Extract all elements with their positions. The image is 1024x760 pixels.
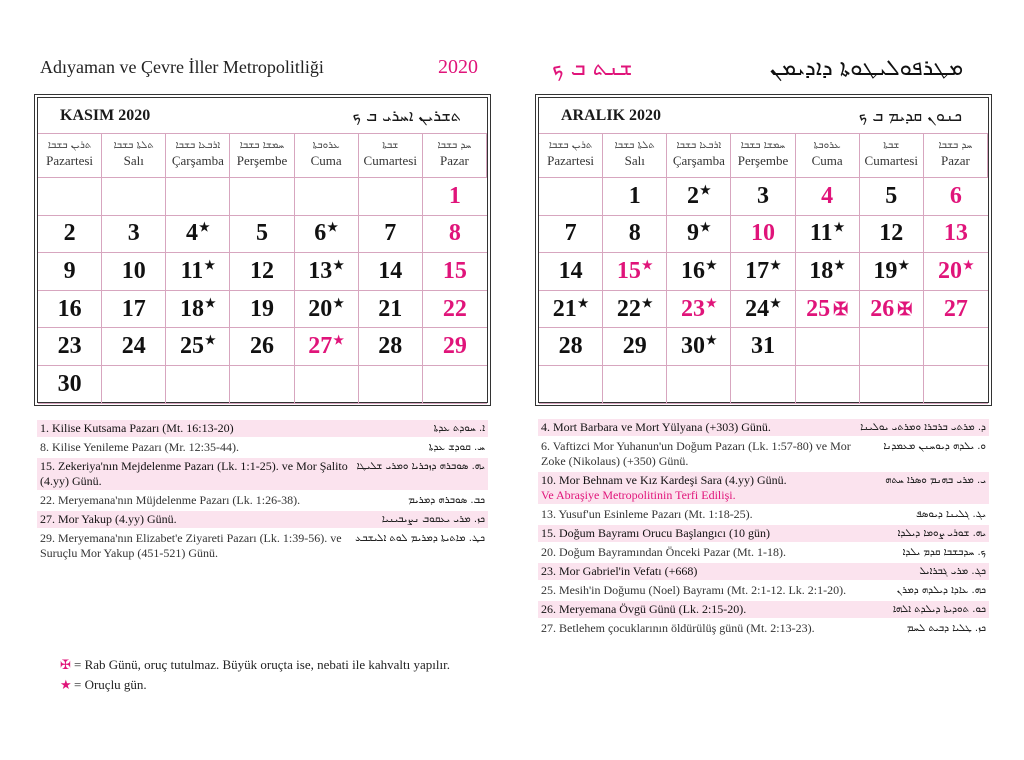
- event-syriac-text: ܝ. ܡܪܝ ܒܗܢܡ ܘܣܪܐ ܚܬܗ: [885, 475, 986, 486]
- weekday-label: Cumartesi: [864, 153, 918, 168]
- header-syriac-year: ܫܢܬ ܒ ܟ: [552, 56, 633, 81]
- empty-cell: [38, 178, 102, 216]
- event-text: 4. Mort Barbara ve Mort Yülyana (+303) Günü.: [541, 420, 771, 434]
- weekday-label: Çarşamba: [171, 153, 224, 168]
- day-cell[interactable]: [924, 216, 988, 254]
- day-cell[interactable]: [731, 291, 795, 329]
- day-number: 20: [938, 257, 963, 284]
- empty-cell: [860, 366, 924, 404]
- calendar-grid: [38, 134, 487, 404]
- day-cell[interactable]: [359, 291, 423, 329]
- day-cell[interactable]: [102, 328, 166, 366]
- day-cell[interactable]: [667, 253, 731, 291]
- day-number: 14: [558, 257, 583, 284]
- event-row: [538, 438, 989, 470]
- day-number: 25: [806, 295, 831, 322]
- weekday-header: [603, 134, 667, 178]
- day-cell[interactable]: [423, 178, 487, 216]
- day-cell[interactable]: [667, 178, 731, 216]
- events-list-kasim: [37, 420, 488, 564]
- calendar-grid: [539, 134, 988, 404]
- weekday-syriac: ܚܕ ܒܫܒܐ: [437, 140, 472, 151]
- day-cell[interactable]: [230, 216, 294, 254]
- day-number: 17: [121, 295, 146, 322]
- header-year: 2020: [438, 56, 478, 78]
- day-cell[interactable]: [603, 253, 667, 291]
- empty-cell: [731, 366, 795, 404]
- star-icon: ★: [770, 295, 781, 310]
- day-cell[interactable]: [38, 366, 102, 404]
- day-number: 30: [57, 370, 82, 397]
- weekday-header: [230, 134, 294, 178]
- event-row: [538, 582, 989, 599]
- day-number: 10: [121, 257, 146, 284]
- day-cell[interactable]: [295, 328, 359, 366]
- empty-cell: [295, 366, 359, 404]
- day-number: 13: [308, 257, 333, 284]
- event-text: 25. Mesih'in Doğumu (Noel) Bayramı (Mt. 2:1-12. Lk. 2:1-20).: [541, 583, 847, 597]
- day-cell[interactable]: [295, 216, 359, 254]
- day-number: 19: [873, 257, 898, 284]
- event-syriac-text: ܐ. ܚܘܕܬ ܥܕܬܐ: [433, 423, 485, 434]
- legend-star: [60, 675, 450, 695]
- day-number: 4: [821, 182, 834, 209]
- weekday-syriac: ܥܪܘܒܬܐ: [312, 140, 340, 151]
- event-row: [538, 419, 989, 436]
- weekday-syriac: ܫܒܬܐ: [883, 140, 900, 151]
- day-cell[interactable]: [796, 216, 860, 254]
- day-cell[interactable]: [667, 216, 731, 254]
- day-cell[interactable]: [359, 253, 423, 291]
- day-number: 23: [680, 295, 705, 322]
- day-number: 24: [121, 333, 146, 360]
- day-cell[interactable]: [603, 216, 667, 254]
- day-cell[interactable]: [166, 291, 230, 329]
- day-number: 11: [809, 220, 833, 247]
- day-number: 25: [179, 333, 204, 360]
- day-cell[interactable]: [359, 328, 423, 366]
- day-cell[interactable]: [166, 216, 230, 254]
- day-cell[interactable]: [166, 328, 230, 366]
- weekday-header: [423, 134, 487, 178]
- event-row: [538, 506, 989, 523]
- star-icon: ★: [327, 220, 339, 235]
- day-cell[interactable]: [924, 291, 988, 329]
- star-icon: ★: [198, 220, 210, 235]
- legend-cross: [60, 655, 450, 675]
- weekday-label: Salı: [624, 153, 645, 168]
- weekday-header: [539, 134, 603, 178]
- event-syriac-text: ܕ. ܡܪܬܝ ܒܪܒܪܐ ܘܡܪܬܝ ܝܘܠܝܢܐ: [860, 422, 986, 433]
- day-number: 22: [616, 295, 641, 322]
- star-icon: ★: [963, 257, 974, 272]
- star-icon: ★: [204, 257, 216, 272]
- month-title: ARALIK 2020: [561, 106, 662, 124]
- event-text: 29. Meryemana'nın Elizabet'e Ziyareti Pazarı (Lk. 1:39-56). ve Suruçlu Mor Yakup (451-521) Günü.: [40, 531, 342, 560]
- empty-cell: [102, 178, 166, 216]
- day-number: 7: [384, 220, 397, 247]
- day-number: 21: [378, 295, 403, 322]
- empty-cell: [539, 366, 603, 404]
- day-cell[interactable]: [539, 216, 603, 254]
- day-cell[interactable]: [230, 253, 294, 291]
- day-cell[interactable]: [230, 328, 294, 366]
- day-number: 3: [756, 182, 769, 209]
- event-row: [37, 420, 488, 437]
- weekday-syriac: ܬܪܝܢ ܒܫܒܐ: [47, 140, 92, 151]
- weekday-label: Pazartesi: [46, 153, 94, 168]
- day-cell[interactable]: [423, 216, 487, 254]
- month-title: KASIM 2020: [60, 106, 151, 124]
- star-icon: ★: [834, 257, 846, 272]
- empty-cell: [359, 178, 423, 216]
- event-syriac-text: ܘ. ܝܠܕܗ ܕܝܘܚܢܢ ܡܥܡܕܢܐ: [883, 441, 986, 452]
- event-row: [538, 525, 989, 542]
- day-cell[interactable]: [860, 253, 924, 291]
- weekday-header: [38, 134, 102, 178]
- day-cell[interactable]: [796, 291, 860, 329]
- calendar-kasim: [37, 97, 488, 403]
- day-number: 8: [628, 220, 641, 247]
- event-syriac-text: ܟܘ. ܬܘܕܝܬܐ ܕܝܠܕܬ ܐܠܗܐ: [892, 604, 986, 615]
- weekday-header: [166, 134, 230, 178]
- event-text: 23. Mor Gabriel'in Vefatı (+668): [541, 564, 698, 578]
- event-text: 27. Betlehem çocuklarının öldürülüş günü (Mt. 2:13-23).: [541, 621, 815, 635]
- weekday-syriac: ܬܪܝܢ ܒܫܒܐ: [548, 140, 593, 151]
- day-number: 18: [809, 257, 834, 284]
- day-cell[interactable]: [667, 328, 731, 366]
- star-icon: ★: [204, 295, 216, 310]
- day-number: 29: [622, 333, 647, 360]
- star-icon: ★: [699, 220, 711, 235]
- day-cell[interactable]: [423, 328, 487, 366]
- weekday-syriac: ܚܡܫܐ ܒܫܒܐ: [239, 140, 285, 151]
- event-row: [37, 492, 488, 509]
- month-title-syriac: ܬܫܪܝܢ ܐܚܪܝ ܒ ܟ: [352, 105, 461, 125]
- day-cell[interactable]: [860, 178, 924, 216]
- event-row: [37, 458, 488, 490]
- empty-cell: [359, 366, 423, 404]
- event-row: [37, 530, 488, 562]
- event-text: 15. Zekeriya'nın Mejdelenme Pazarı (Lk. 1:1-25). ve Mor Şalito (4.yy) Günü.: [40, 459, 348, 488]
- weekday-label: Salı: [123, 153, 144, 168]
- day-number: 9: [63, 257, 76, 284]
- day-number: 1: [628, 182, 641, 209]
- day-cell[interactable]: [731, 253, 795, 291]
- event-row: [538, 472, 989, 504]
- day-cell[interactable]: [860, 216, 924, 254]
- day-number: 27: [943, 295, 968, 322]
- day-number: 22: [442, 295, 467, 322]
- weekday-header: [359, 134, 423, 178]
- event-row: [37, 511, 488, 528]
- star-icon: ★: [333, 333, 345, 348]
- day-number: 1: [448, 182, 461, 209]
- day-cell[interactable]: [38, 216, 102, 254]
- weekday-label: Perşembe: [737, 153, 789, 168]
- day-cell[interactable]: [38, 328, 102, 366]
- event-row: [37, 439, 488, 456]
- weekday-label: Pazartesi: [547, 153, 595, 168]
- event-text: 8. Kilise Yenileme Pazarı (Mr. 12:35-44).: [40, 440, 239, 454]
- event-syriac-text: ܟ. ܚܕܒܫܒܐ ܩܕܡ ܝܠܕܐ: [902, 547, 986, 558]
- cross-icon: ✠: [897, 298, 913, 319]
- day-number: 12: [249, 257, 274, 284]
- day-number: 13: [943, 220, 968, 247]
- weekday-label: Cumartesi: [363, 153, 417, 168]
- day-number: 28: [558, 333, 583, 360]
- day-number: 2: [686, 182, 699, 209]
- star-icon: ★: [204, 333, 216, 348]
- day-number: 16: [680, 257, 705, 284]
- weekday-syriac: ܐܪܒܥܐ ܒܫܒܐ: [175, 140, 221, 151]
- weekday-header: [295, 134, 359, 178]
- weekday-label: Pazar: [439, 153, 469, 168]
- event-syriac-text: ܟܒ. ܣܘܒܪܗ ܕܡܪܝܡ: [408, 495, 485, 506]
- star-icon: ★: [60, 677, 72, 692]
- day-cell[interactable]: [295, 253, 359, 291]
- event-extra-text: Ve Abraşiye Metropolitinin Terfi Edilişi.: [541, 488, 736, 502]
- day-number: 28: [378, 333, 403, 360]
- day-number: 9: [686, 220, 699, 247]
- day-number: 24: [745, 295, 770, 322]
- weekday-header: [860, 134, 924, 178]
- star-icon: ★: [833, 220, 845, 235]
- event-text: 6. Vaftizci Mor Yuhanun'un Doğum Pazarı (Lk. 1:57-80) ve Mor Zoke (Nikolaus) (+350) Günü.: [541, 439, 851, 468]
- event-text: 10. Mor Behnam ve Kız Kardeşi Sara (4.yy) Günü. Ve Abraşiye Metropolitinin Terfi Edilişi.: [541, 473, 885, 503]
- weekday-syriac: ܐܪܒܥܐ ܒܫܒܐ: [676, 140, 722, 151]
- day-cell[interactable]: [539, 328, 603, 366]
- empty-cell: [295, 178, 359, 216]
- event-syriac-text: ܝܓ. ܓܠܝܢܐ ܕܝܘܣܦ: [916, 509, 986, 520]
- weekday-syriac: ܬܠܬܐ ܒܫܒܐ: [113, 140, 154, 151]
- event-row: [538, 620, 989, 637]
- day-number: 14: [378, 257, 403, 284]
- weekday-syriac: ܥܪܘܒܬܐ: [813, 140, 841, 151]
- day-cell[interactable]: [667, 291, 731, 329]
- calendar-aralik: [538, 97, 989, 403]
- day-cell[interactable]: [796, 178, 860, 216]
- day-cell[interactable]: [539, 253, 603, 291]
- day-cell[interactable]: [731, 328, 795, 366]
- weekday-label: Cuma: [811, 153, 843, 168]
- event-syriac-text: ܚ. ܩܘܕܫ ܥܕܬܐ: [428, 442, 485, 453]
- star-icon: ★: [705, 333, 717, 348]
- day-number: 17: [745, 257, 770, 284]
- empty-cell: [230, 178, 294, 216]
- event-text: 20. Doğum Bayramından Önceki Pazar (Mt. 1-18).: [541, 545, 786, 559]
- day-number: 2: [63, 220, 76, 247]
- star-icon: ★: [577, 295, 589, 310]
- day-number: 5: [885, 182, 898, 209]
- day-cell[interactable]: [603, 291, 667, 329]
- day-cell[interactable]: [796, 253, 860, 291]
- day-number: 16: [57, 295, 82, 322]
- day-number: 12: [879, 220, 904, 247]
- day-number: 5: [255, 220, 268, 247]
- header-syriac-title: ܡܛܪܦܘܠܝܛܘܬܐ ܕܐܕܝܡܢ: [770, 56, 964, 81]
- calendar-header: [38, 98, 487, 134]
- day-cell[interactable]: [359, 216, 423, 254]
- legend-cross-text: = Rab Günü, oruç tutulmaz. Büyük oruçta ise, nebati ile kahvaltı yapılır.: [74, 657, 450, 672]
- event-text: 22. Meryemana'nın Müjdelenme Pazarı (Lk. 1:26-38).: [40, 493, 301, 507]
- day-cell[interactable]: [102, 253, 166, 291]
- empty-cell: [423, 366, 487, 404]
- legend-star-text: = Oruçlu gün.: [74, 677, 147, 692]
- event-syriac-text: ܟܙ. ܡܪܝ ܝܥܩܘܒ ܢܨܝܒܝܢܝܐ: [381, 514, 485, 525]
- event-syriac-text: ܟܙ. ܛܠܝܐ ܕܒܝܬ ܠܚܡ: [906, 623, 986, 634]
- weekday-syriac: ܚܡܫܐ ܒܫܒܐ: [740, 140, 786, 151]
- star-icon: ★: [641, 257, 653, 272]
- day-number: 11: [180, 257, 204, 284]
- empty-cell: [166, 366, 230, 404]
- event-syriac-text: ܝܗ. ܫܘܪܝ ܨܘܡܐ ܕܝܠܕܐ: [897, 528, 986, 539]
- cross-icon: ✠: [60, 657, 71, 672]
- day-number: 21: [552, 295, 577, 322]
- event-syriac-text: ܟܗ. ܥܐܕܐ ܕܝܠܕܗ ܕܡܪܢ: [896, 585, 986, 596]
- day-cell[interactable]: [924, 178, 988, 216]
- day-cell[interactable]: [603, 178, 667, 216]
- day-number: 23: [57, 333, 82, 360]
- weekday-header: [731, 134, 795, 178]
- weekday-syriac: ܫܒܬܐ: [382, 140, 399, 151]
- day-cell[interactable]: [38, 253, 102, 291]
- day-cell[interactable]: [860, 291, 924, 329]
- day-cell[interactable]: [423, 291, 487, 329]
- day-number: 18: [179, 295, 204, 322]
- star-icon: ★: [333, 257, 345, 272]
- day-cell[interactable]: [423, 253, 487, 291]
- event-syriac-text: ܟܓ. ܡܪܝ ܓܒܪܐܝܠ: [919, 566, 986, 577]
- day-cell[interactable]: [603, 328, 667, 366]
- day-cell[interactable]: [38, 291, 102, 329]
- day-cell[interactable]: [102, 216, 166, 254]
- weekday-syriac: ܬܠܬܐ ܒܫܒܐ: [614, 140, 655, 151]
- day-number: 31: [750, 333, 775, 360]
- event-text: 15. Doğum Bayramı Orucu Başlangıcı (10 gün): [541, 526, 770, 540]
- star-icon: ★: [705, 295, 717, 310]
- day-number: 7: [564, 220, 577, 247]
- event-text: 27. Mor Yakup (4.yy) Günü.: [40, 512, 177, 526]
- weekday-label: Cuma: [310, 153, 342, 168]
- weekday-label: Çarşamba: [672, 153, 725, 168]
- empty-cell: [796, 328, 860, 366]
- day-number: 10: [750, 220, 775, 247]
- star-icon: ★: [705, 257, 717, 272]
- empty-cell: [924, 328, 988, 366]
- day-number: 27: [308, 333, 333, 360]
- day-number: 3: [127, 220, 140, 247]
- star-icon: ★: [641, 295, 653, 310]
- day-cell[interactable]: [295, 291, 359, 329]
- day-number: 6: [314, 220, 327, 247]
- month-title-syriac: ܟܢܘܢ ܩܕܝܡ ܒ ܟ: [858, 105, 962, 125]
- empty-cell: [667, 366, 731, 404]
- star-icon: ★: [699, 182, 711, 197]
- empty-cell: [230, 366, 294, 404]
- event-row: [538, 544, 989, 561]
- weekday-header: [667, 134, 731, 178]
- empty-cell: [166, 178, 230, 216]
- day-number: 15: [442, 257, 467, 284]
- day-cell[interactable]: [539, 291, 603, 329]
- event-row: [538, 601, 989, 618]
- weekday-header: [796, 134, 860, 178]
- day-number: 6: [949, 182, 962, 209]
- day-number: 26: [249, 333, 274, 360]
- events-list-aralik: [538, 419, 989, 639]
- star-icon: ★: [333, 295, 345, 310]
- weekday-label: Pazar: [940, 153, 970, 168]
- empty-cell: [102, 366, 166, 404]
- day-cell[interactable]: [731, 178, 795, 216]
- event-syriac-text: ܝܗ. ܣܘܒܪܗ ܕܙܟܪܝܐ ܘܡܪܝ ܫܠܝܛܐ: [356, 461, 485, 472]
- legend: [60, 655, 450, 695]
- day-cell[interactable]: [102, 291, 166, 329]
- day-number: 20: [308, 295, 333, 322]
- day-number: 26: [870, 295, 895, 322]
- day-cell[interactable]: [166, 253, 230, 291]
- weekday-syriac: ܚܕ ܒܫܒܐ: [938, 140, 973, 151]
- event-syriac-text: ܟܛ. ܡܐܬܝܬܐ ܕܡܪܝܡ ܠܘܬ ܐܠܝܫܒܥ: [355, 533, 485, 544]
- event-text: 1. Kilise Kutsama Pazarı (Mt. 16:13-20): [40, 421, 234, 435]
- event-text: 13. Yusuf'un Esinleme Pazarı (Mt. 1:18-25).: [541, 507, 753, 521]
- star-icon: ★: [898, 257, 910, 272]
- empty-cell: [924, 366, 988, 404]
- day-number: 15: [616, 257, 641, 284]
- day-cell[interactable]: [230, 291, 294, 329]
- empty-cell: [603, 366, 667, 404]
- cross-icon: ✠: [833, 298, 849, 319]
- day-number: 19: [249, 295, 274, 322]
- day-number: 29: [442, 333, 467, 360]
- weekday-header: [102, 134, 166, 178]
- day-number: 30: [680, 333, 705, 360]
- event-row: [538, 563, 989, 580]
- day-cell[interactable]: [731, 216, 795, 254]
- day-cell[interactable]: [924, 253, 988, 291]
- weekday-label: Perşembe: [236, 153, 288, 168]
- event-text: 26. Meryemana Övgü Günü (Lk. 2:15-20).: [541, 602, 747, 616]
- weekday-header: [924, 134, 988, 178]
- day-number: 4: [185, 220, 198, 247]
- empty-cell: [860, 328, 924, 366]
- empty-cell: [539, 178, 603, 216]
- star-icon: ★: [770, 257, 781, 272]
- empty-cell: [796, 366, 860, 404]
- day-number: 8: [448, 220, 461, 247]
- header-title: Adıyaman ve Çevre İller Metropolitliği: [40, 57, 324, 77]
- calendar-header: [539, 98, 988, 134]
